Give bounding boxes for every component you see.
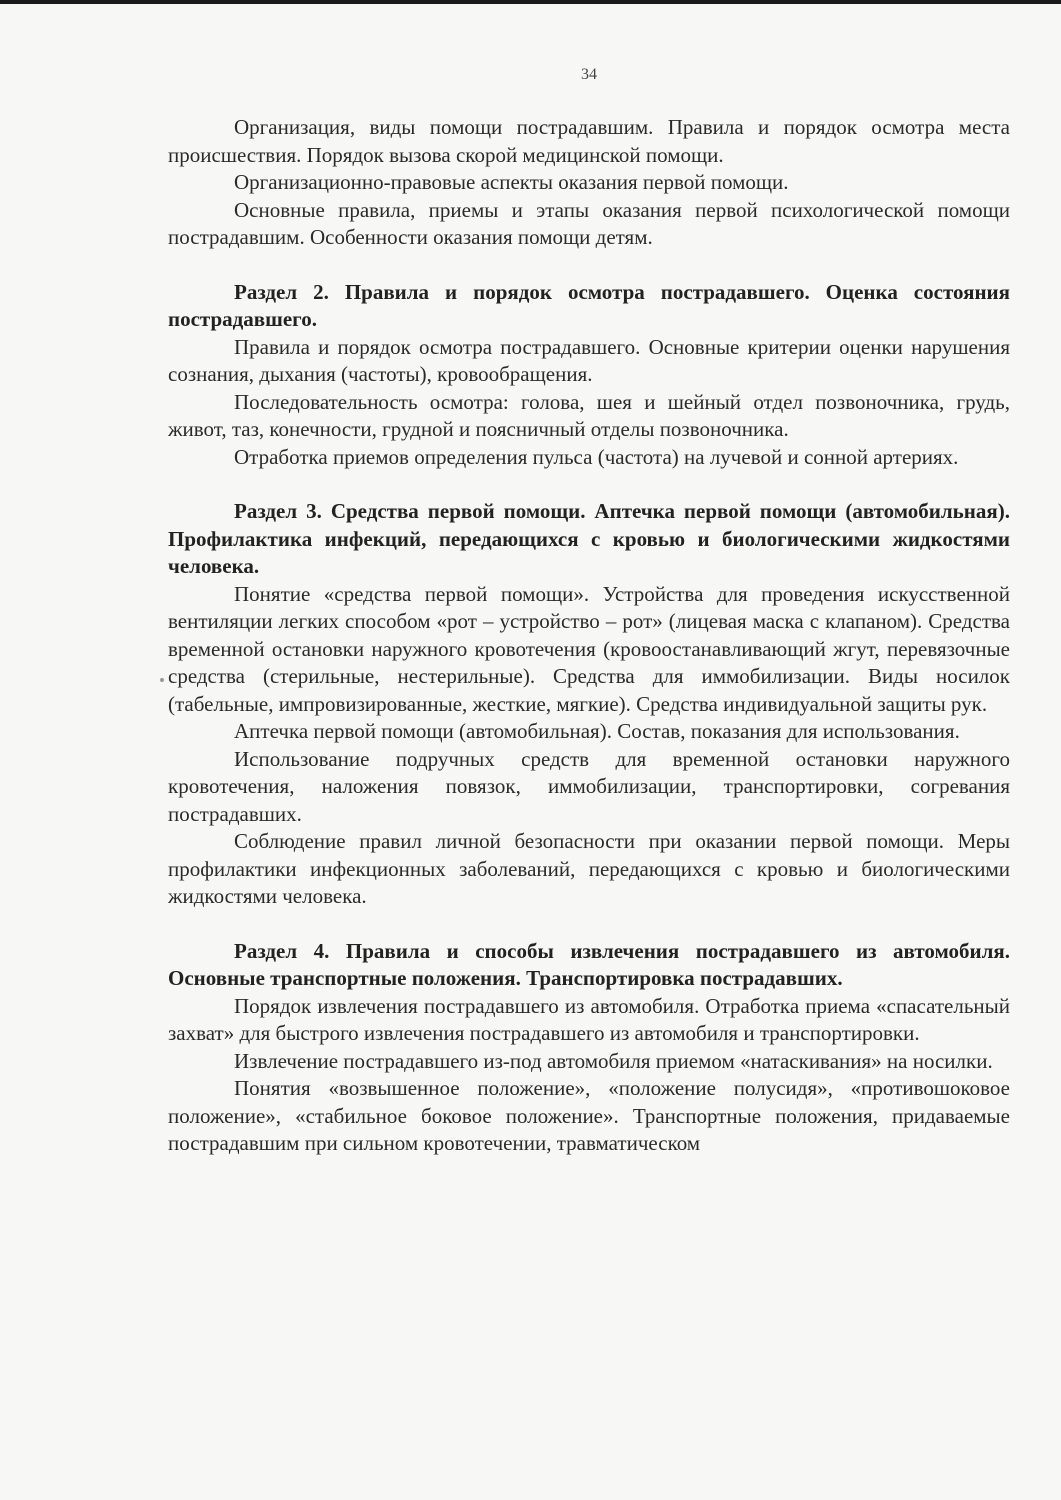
section-paragraph: Аптечка первой помощи (автомобильная). Состав, показания для использования. <box>234 719 960 743</box>
section-paragraph: Понятия «возвышенное положение», «положение полусидя», «противошоковое положение», «стабильное боковое положение». Транспортные положения, придаваемые пострадавшим при сильном кровотечении, травматическом <box>168 1076 1010 1155</box>
section-paragraph: Понятие «средства первой помощи». Устройства для проведения искусственной вентиляции легких способом «рот – устройство – рот» (лицевая маска с клапаном). Средства временной остановки наружного кровотечения (кровоостанавливающий жгут, перевязочные средства (стерильные, нестерильные). Средства для иммобилизации. Виды носилок (табельные, импровизированные, жесткие, мягкие). Средства индивидуальной защиты рук. <box>168 581 1010 716</box>
intro-block <box>168 114 1010 252</box>
section-heading: Раздел 3. Средства первой помощи. Аптечка первой помощи (автомобильная). Профилактика инфекций, передающихся с кровью и биологическими жидкостями человека. <box>168 499 1010 578</box>
intro-paragraph: Основные правила, приемы и этапы оказания первой психологической помощи пострадавшим. Особенности оказания помощи детям. <box>168 197 1010 249</box>
scan-top-edge <box>0 0 1061 4</box>
section-heading: Раздел 4. Правила и способы извлечения пострадавшего из автомобиля. Основные транспортные положения. Транспортировка пострадавших. <box>168 938 1010 990</box>
section-2 <box>168 279 1010 472</box>
scan-speck <box>160 678 164 682</box>
section-paragraph: Извлечение пострадавшего из-под автомобиля приемом «натаскивания» на носилки. <box>234 1048 993 1073</box>
intro-paragraph: Организация, виды помощи пострадавшим. Правила и порядок осмотра места происшествия. Порядок вызова скорой медицинской помощи. <box>168 115 1010 167</box>
section-4 <box>168 938 1010 1158</box>
section-3 <box>168 498 1010 911</box>
section-paragraph: Порядок извлечения пострадавшего из автомобиля. Отработка приема «спасательный захват» для быстрого извлечения пострадавшего из автомобиля и транспортировки. <box>168 993 1010 1045</box>
section-paragraph: Правила и порядок осмотра пострадавшего. Основные критерии оценки нарушения сознания, дыхания (частоты), кровообращения. <box>168 334 1010 386</box>
document-page <box>168 66 1010 1158</box>
section-paragraph: Соблюдение правил личной безопасности при оказании первой помощи. Меры профилактики инфекционных заболеваний, передающихся с кровью и биологическими жидкостями человека. <box>168 829 1010 908</box>
page-number: 34 <box>581 66 597 83</box>
intro-paragraph: Организационно-правовые аспекты оказания первой помощи. <box>234 170 789 194</box>
section-paragraph: Отработка приемов определения пульса (частота) на лучевой и сонной артериях. <box>234 444 959 469</box>
section-paragraph: Последовательность осмотра: голова, шея и шейный отдел позвоночника, грудь, живот, таз, конечности, грудной и поясничный отделы позвоночника. <box>168 389 1010 441</box>
section-heading: Раздел 2. Правила и порядок осмотра пострадавшего. Оценка состояния пострадавшего. <box>168 279 1010 331</box>
section-paragraph: Использование подручных средств для временной остановки наружного кровотечения, наложения повязок, иммобилизации, транспортировки, согревания пострадавших. <box>168 746 1010 826</box>
